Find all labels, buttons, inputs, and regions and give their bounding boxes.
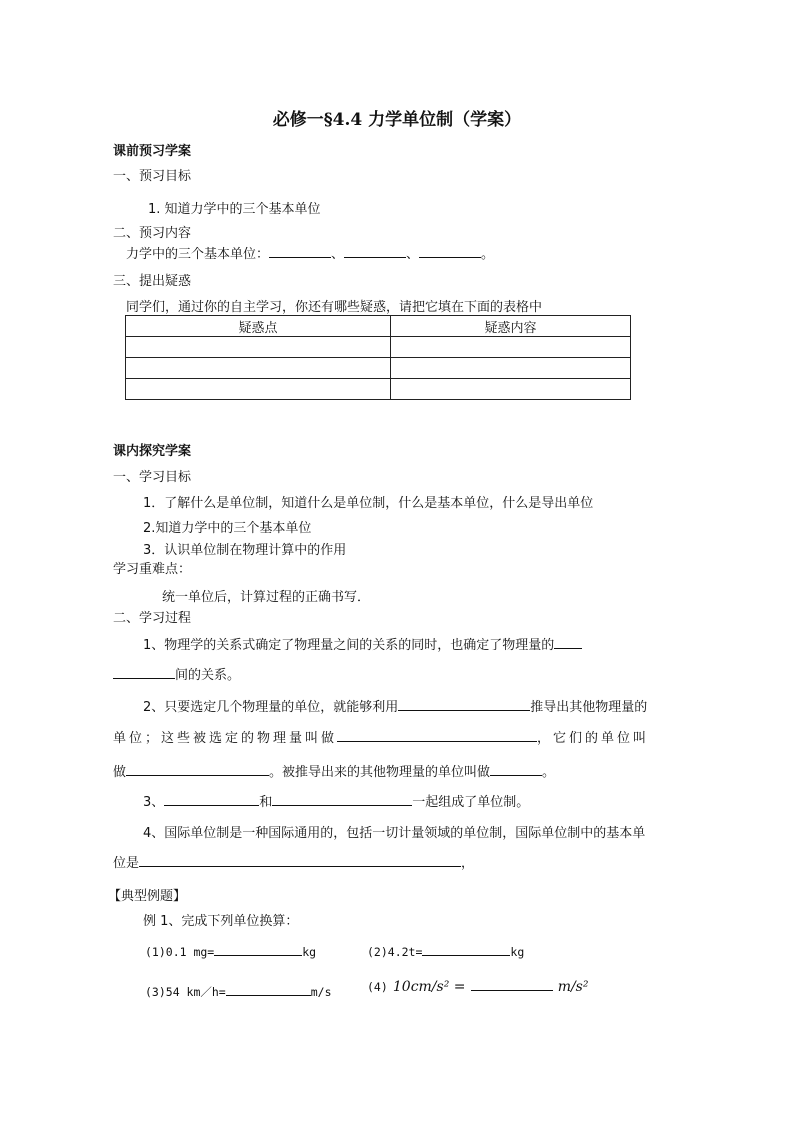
process-item-3-text: 一起组成了单位制。: [412, 795, 530, 810]
process-item-2-text: ，它们的单位叫: [537, 731, 650, 746]
process-item-4-text: ，: [461, 856, 475, 871]
table-cell[interactable]: [126, 358, 391, 379]
blank-1b[interactable]: [113, 666, 175, 679]
table-cell[interactable]: [126, 337, 391, 358]
base-units-prefix: 力学中的三个基本单位：: [126, 247, 270, 262]
process-item-2-text: 。: [542, 765, 556, 780]
conversion-4-unit: m/s²: [557, 979, 589, 995]
preview-content-title: 二、预习内容: [113, 226, 192, 241]
conversion-4-label: (4): [367, 980, 388, 994]
blank-unit-2[interactable]: [344, 245, 406, 258]
page-title: 必修一§4.4 力学单位制（学案）: [272, 110, 522, 130]
process-item-2-cont: [113, 727, 649, 746]
conversion-4: [367, 976, 588, 995]
process-item-1-text: 1、物理学的关系式确定了物理量之间的关系的同时，也确定了物理量的: [143, 638, 555, 653]
blank-2b[interactable]: [337, 729, 537, 742]
table-row: [126, 379, 631, 400]
blank-2d[interactable]: [490, 763, 542, 776]
learning-goals-title: 一、学习目标: [113, 470, 192, 485]
blank-unit-3[interactable]: [419, 245, 481, 258]
blank-2c[interactable]: [126, 763, 269, 776]
process-item-2-cont: [113, 761, 555, 780]
questions-title: 三、提出疑惑: [113, 274, 192, 289]
process-item-2-text: 单位；这些被选定的物理量叫做: [113, 731, 338, 746]
blank-2a[interactable]: [398, 698, 530, 711]
process-title: 二、学习过程: [113, 611, 192, 626]
process-item-3: [143, 791, 529, 810]
process-item-1: [143, 634, 582, 653]
conversion-1-unit: kg: [302, 945, 317, 959]
process-item-2-text: 做: [113, 765, 127, 780]
process-item-2: [143, 696, 647, 715]
process-item-3-text: 和: [259, 795, 273, 810]
conversion-3-unit: m/s: [310, 985, 332, 999]
separator: 、: [331, 247, 345, 262]
blank-1a[interactable]: [554, 636, 582, 649]
conversion-2: [367, 943, 524, 959]
example-1-title: 例 1、完成下列单位换算：: [143, 914, 299, 929]
conversion-3-blank[interactable]: [226, 983, 311, 996]
preview-goal-title: 一、预习目标: [113, 169, 192, 184]
conversion-4-expr: 10cm/s² =: [392, 979, 466, 995]
conversion-1-blank[interactable]: [214, 943, 302, 956]
table-row: [126, 337, 631, 358]
process-item-4-cont: [113, 852, 474, 871]
process-item-2-text: 推导出其他物理量的: [530, 700, 648, 715]
table-cell[interactable]: [126, 379, 391, 400]
pre-study-heading: 课前预习学案: [113, 144, 192, 159]
questions-table: [125, 315, 631, 400]
key-points-label: 学习重难点：: [113, 562, 192, 577]
separator: 、: [406, 247, 420, 262]
conversion-1: [145, 943, 316, 959]
table-cell[interactable]: [391, 358, 631, 379]
conversion-1-prefix: (1)0.1 mg=: [145, 945, 215, 959]
conversion-2-prefix: (2)4.2t=: [367, 945, 423, 959]
inclass-heading: 课内探究学案: [113, 444, 192, 459]
blank-3a[interactable]: [164, 793, 259, 806]
learning-goal-2: 2.知道力学中的三个基本单位: [143, 521, 312, 536]
conversion-2-blank[interactable]: [422, 943, 510, 956]
preview-goal-item: 1. 知道力学中的三个基本单位: [148, 202, 321, 217]
process-item-4: 4、国际单位制是一种国际通用的，包括一切计量领域的单位制，国际单位制中的基本单: [143, 826, 646, 841]
blank-unit-1[interactable]: [269, 245, 331, 258]
process-item-2-text: 。被推导出来的其他物理量的单位叫做: [269, 765, 491, 780]
learning-goal-1: 1．了解什么是单位制，知道什么是单位制，什么是基本单位，什么是导出单位: [143, 496, 594, 511]
learning-goal-3: 3．认识单位制在物理计算中的作用: [143, 543, 347, 558]
conversion-3: [145, 983, 332, 1000]
conversion-4-blank[interactable]: [471, 978, 553, 991]
key-points-text: 统一单位后，计算过程的正确书写．: [162, 590, 371, 605]
table-cell[interactable]: [391, 379, 631, 400]
line-end: 。: [481, 247, 495, 262]
base-units-line: [126, 243, 494, 262]
process-item-1-cont: [113, 664, 240, 683]
process-item-4-text: 位是: [113, 856, 140, 871]
process-item-1-tail: 间的关系。: [175, 668, 241, 683]
blank-4[interactable]: [139, 854, 461, 867]
table-row: [126, 358, 631, 379]
examples-heading: 【典型例题】: [108, 889, 187, 904]
blank-3b[interactable]: [272, 793, 412, 806]
conversion-2-unit: kg: [510, 945, 525, 959]
table-header-row: [126, 316, 631, 337]
conversion-3-prefix: (3)54 km／h=: [145, 985, 226, 999]
process-item-2-text: 2、只要选定几个物理量的单位，就能够利用: [143, 700, 399, 715]
header-question-content: 疑惑内容: [391, 316, 631, 337]
process-item-3-text: 3、: [143, 795, 165, 810]
table-cell[interactable]: [391, 337, 631, 358]
questions-intro: 同学们，通过你的自主学习，你还有哪些疑惑，请把它填在下面的表格中: [126, 300, 543, 315]
header-question-point: 疑惑点: [126, 316, 391, 337]
